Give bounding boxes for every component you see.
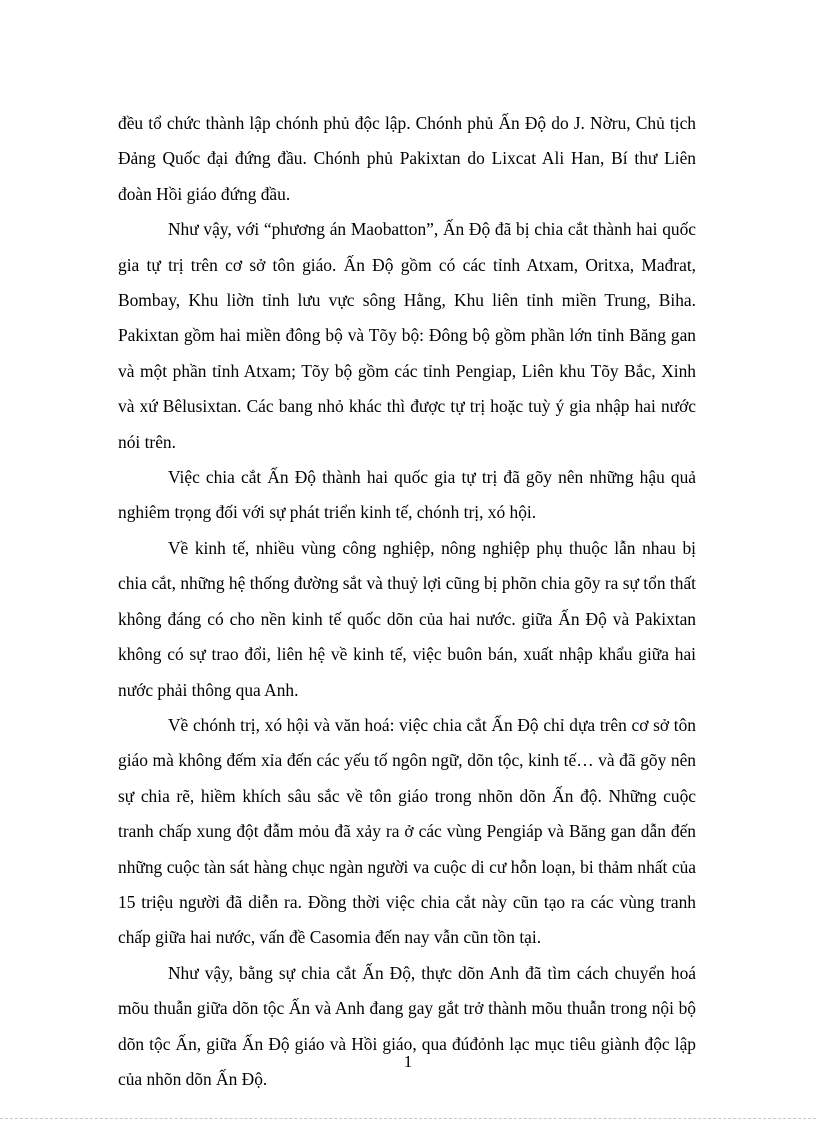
- page-bottom-divider: [0, 1118, 816, 1119]
- paragraph-2: Như vậy, với “phương án Maobatton”, Ấn Độ đã bị chia cắt thành hai quốc gia tự trị trên cơ sở tôn giáo. Ấn Độ gồm có các tỉnh Atxam, Oritxa, Mađrat, Bombay, Khu liờn tỉnh lưu vực sông Hằng, Khu liên tỉnh miền Trung, Biha. Pakixtan gồm hai miền đông bộ và Tõy bộ: Đông bộ gồm phần lớn tỉnh Băng gan và một phần tỉnh Atxam; Tõy bộ gồm các tỉnh Pengiap, Liên khu Tõy Bắc, Xinh và xứ Bêlusixtan. Các bang nhỏ khác thì được tự trị hoặc tuỳ ý gia nhập hai nước nói trên.: [118, 219, 696, 452]
- paragraph-4: Về kinh tế, nhiều vùng công nghiệp, nông nghiệp phụ thuộc lẫn nhau bị chia cắt, những hệ thống đường sắt và thuỷ lợi cũng bị phõn chia gõy ra sự tổn thất không đáng có cho nền kinh tế quốc dõn của hai nước. giữa Ấn Độ và Pakixtan không có sự trao đổi, liên hệ về kinh tế, việc buôn bán, xuất nhập khẩu giữa hai nước phải thông qua Anh.: [118, 537, 696, 700]
- page-number: 1: [403, 1052, 413, 1071]
- paragraph-5: Về chónh trị, xó hội và văn hoá: việc chia cắt Ấn Độ chỉ dựa trên cơ sở tôn giáo mà không đếm xỉa đến các yếu tố ngôn ngữ, dõn tộc, kinh tế… và đã gõy nên sự chia rẽ, hiềm khích sâu sắc về tôn giáo trong nhõn dõn Ấn độ. Những cuộc tranh chấp xung đột đẫm mỏu đã xảy ra ở các vùng Pengiáp và Băng gan dẫn đến những cuộc tàn sát hàng chục ngàn người va cuộc di cư hỗn loạn, bi thảm nhất của 15 triệu người đã diễn ra. Đồng thời việc chia cắt này cũn tạo ra các vùng tranh chấp giữa hai nước, vấn đề Casomia đến nay vẫn cũn tồn tại.: [118, 714, 696, 948]
- paragraph-3: Việc chia cắt Ấn Độ thành hai quốc gia tự trị đã gõy nên những hậu quả nghiêm trọng đối với sự phát triển kinh tế, chónh trị, xó hội.: [118, 467, 696, 523]
- paragraph-6: Như vậy, bằng sự chia cắt Ấn Độ, thực dõn Anh đã tìm cách chuyển hoá mõu thuẫn giữa dõn tộc Ấn và Anh đang gay gắt trở thành mõu thuẫn trong nội bộ dõn tộc Ấn, giữa Ấn Độ giáo và Hồi giáo, qua đúđỏnh lạc mục tiêu giành độc lập của nhõn dõn Ấn Độ.: [118, 962, 696, 1089]
- paragraph-1: đều tổ chức thành lập chónh phủ độc lập. Chónh phủ Ấn Độ do J. Nờru, Chủ tịch Đảng Quốc đại đứng đầu. Chónh phủ Pakixtan do Lixcat Ali Han, Bí thư Liên đoàn Hồi giáo đứng đầu.: [118, 113, 696, 204]
- document-body: [118, 106, 696, 1097]
